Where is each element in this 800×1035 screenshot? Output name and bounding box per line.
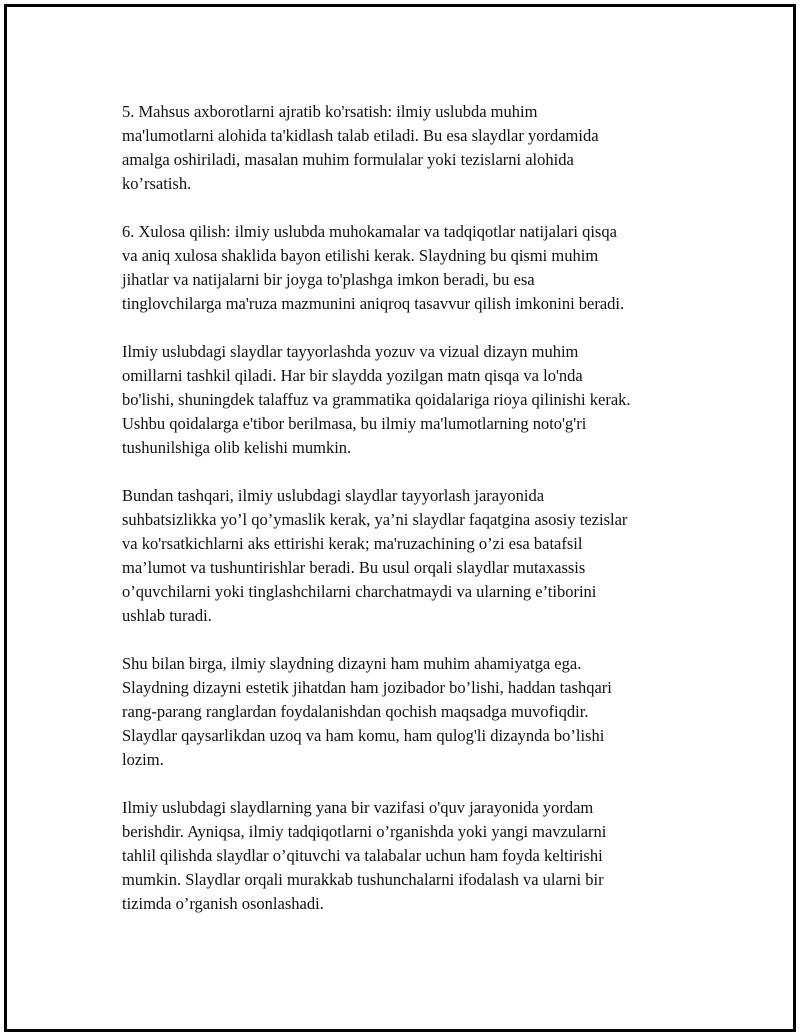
- paragraph-educational-role: Ilmiy uslubdagi slaydlarning yana bir vazifasi o'quv jarayonida yordam berishdir. Ayniqsa, ilmiy tadqiqotlarni o’rganishda yoki yangi mavzularni tahlil qilishda slaydlar o’qituvchi va talabalar uchun ham foyda keltirishi mumkin. Slaydlar orqali murakkab tushunchalarni ifodalash va ularni bir tizimda o’rganish osonlashadi.: [122, 798, 607, 913]
- paragraph-brevity: Bundan tashqari, ilmiy uslubdagi slaydlar tayyorlash jarayonida suhbatsizlikka yo’l qo’ymaslik kerak, ya’ni slaydlar faqatgina asosiy tezislar va ko'rsatkichlarni aks ettirishi kerak; ma'ruzachining o’zi esa batafsil ma’lumot va tushuntirishlar beradi. Bu usul orqali slaydlar mutaxassis o’quvchilarni yoki tinglashchilarni charchatmaydi va ularning e’tiborini ushlab turadi.: [122, 486, 628, 625]
- paragraph-conclusion: 6. Xulosa qilish: ilmiy uslubda muhokamalar va tadqiqotlar natijalari qisqa va aniq xulosa shaklida bayon etilishi kerak. Slaydning bu qismi muhim jihatlar va natijalarni bir joyga to'plashga imkon beradi, bu esa tinglovchilarga ma'ruza mazmunini aniqroq tasavvur qilish imkonini beradi.: [122, 222, 625, 313]
- page-frame: [4, 4, 796, 1032]
- paragraph-slide-design: Shu bilan birga, ilmiy slaydning dizayni ham muhim ahamiyatga ega. Slaydning dizayni estetik jihatdan ham jozibador bo’lishi, haddan tashqari rang-parang ranglardan foydalanishdan qochish maqsadga muvofiqdir. Slaydlar qaysarlikdan uzoq va ham komu, ham qulog'li dizaynda bo’lishi lozim.: [122, 654, 612, 769]
- document-body: [122, 100, 697, 916]
- paragraph-special-information: 5. Mahsus axborotlarni ajratib ko'rsatish: ilmiy uslubda muhim ma'lumotlarni alohida ta'kidlash talab etiladi. Bu esa slaydlar yordamida amalga oshiriladi, masalan muhim formulalar yoki tezislarni alohida ko’rsatish.: [122, 102, 599, 193]
- paragraph-writing-and-design: Ilmiy uslubdagi slaydlar tayyorlashda yozuv va vizual dizayn muhim omillarni tashkil qiladi. Har bir slaydda yozilgan matn qisqa va lo'nda bo'lishi, shuningdek talaffuz va grammatika qoidalariga rioya qilinishi kerak. Ushbu qoidalarga e'tibor berilmasa, bu ilmiy ma'lumotlarning noto'g'ri tushunilshiga olib kelishi mumkin.: [122, 342, 631, 457]
